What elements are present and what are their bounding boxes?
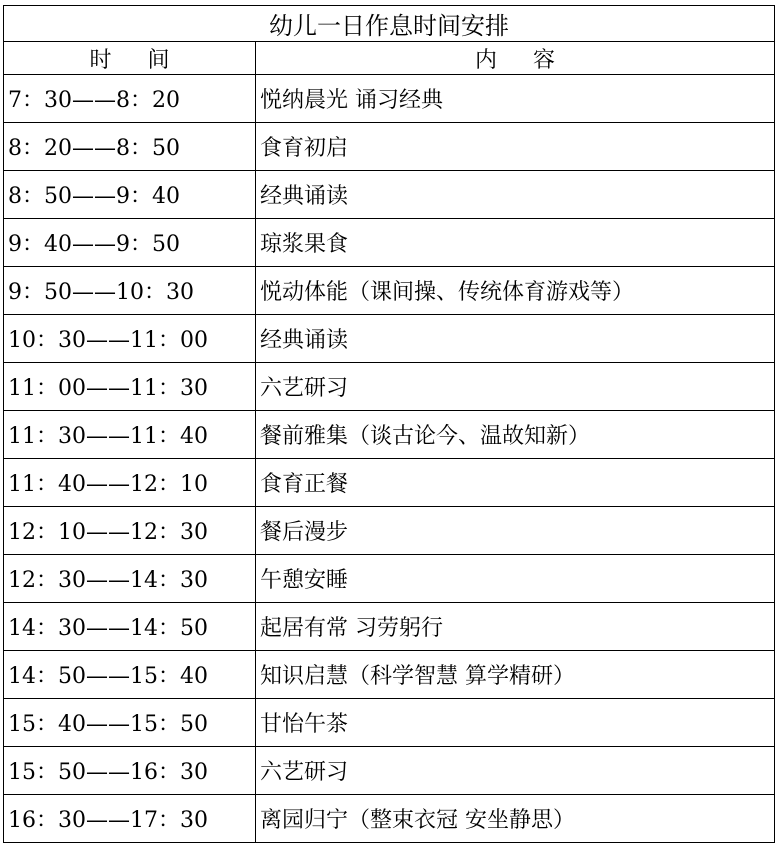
time-cell: 11：30——11：40 — [4, 411, 256, 459]
time-cell: 16：30——17：30 — [4, 795, 256, 843]
activity-cell: 悦动体能（课间操、传统体育游戏等） — [256, 267, 775, 315]
table-row — [4, 75, 775, 123]
schedule-body — [4, 6, 775, 843]
time-cell: 12：30——14：30 — [4, 555, 256, 603]
activity-cell: 经典诵读 — [256, 171, 775, 219]
time-cell: 11：40——12：10 — [4, 459, 256, 507]
activity-cell: 离园归宁（整束衣冠 安坐静思） — [256, 795, 775, 843]
time-cell: 14：30——14：50 — [4, 603, 256, 651]
activity-cell: 餐后漫步 — [256, 507, 775, 555]
table-row — [4, 507, 775, 555]
schedule-table — [3, 5, 775, 843]
table-row — [4, 651, 775, 699]
table-row — [4, 363, 775, 411]
activity-cell: 餐前雅集（谈古论今、温故知新） — [256, 411, 775, 459]
activity-cell: 食育初启 — [256, 123, 775, 171]
table-row — [4, 171, 775, 219]
content-column-header: 内容 — [256, 42, 775, 75]
time-column-header: 时间 — [4, 42, 256, 75]
activity-cell: 六艺研习 — [256, 363, 775, 411]
activity-cell: 甘怡午茶 — [256, 699, 775, 747]
activity-cell: 食育正餐 — [256, 459, 775, 507]
time-cell: 15：50——16：30 — [4, 747, 256, 795]
table-row — [4, 795, 775, 843]
header-row — [4, 42, 775, 75]
table-row — [4, 267, 775, 315]
table-row — [4, 555, 775, 603]
time-cell: 8：20——8：50 — [4, 123, 256, 171]
table-row — [4, 603, 775, 651]
time-cell: 9：40——9：50 — [4, 219, 256, 267]
table-row — [4, 699, 775, 747]
time-cell: 7：30——8：20 — [4, 75, 256, 123]
activity-cell: 六艺研习 — [256, 747, 775, 795]
activity-cell: 知识启慧（科学智慧 算学精研） — [256, 651, 775, 699]
table-row — [4, 747, 775, 795]
table-row — [4, 219, 775, 267]
time-cell: 12：10——12：30 — [4, 507, 256, 555]
time-cell: 11：00——11：30 — [4, 363, 256, 411]
activity-cell: 午憩安睡 — [256, 555, 775, 603]
activity-cell: 琼浆果食 — [256, 219, 775, 267]
time-cell: 9：50——10：30 — [4, 267, 256, 315]
activity-cell: 经典诵读 — [256, 315, 775, 363]
table-title: 幼儿一日作息时间安排 — [4, 6, 775, 42]
title-row — [4, 6, 775, 42]
table-row — [4, 123, 775, 171]
table-row — [4, 411, 775, 459]
time-cell: 15：40——15：50 — [4, 699, 256, 747]
activity-cell: 起居有常 习劳躬行 — [256, 603, 775, 651]
table-row — [4, 315, 775, 363]
time-cell: 8：50——9：40 — [4, 171, 256, 219]
time-cell: 10：30——11：00 — [4, 315, 256, 363]
time-cell: 14：50——15：40 — [4, 651, 256, 699]
activity-cell: 悦纳晨光 诵习经典 — [256, 75, 775, 123]
table-row — [4, 459, 775, 507]
